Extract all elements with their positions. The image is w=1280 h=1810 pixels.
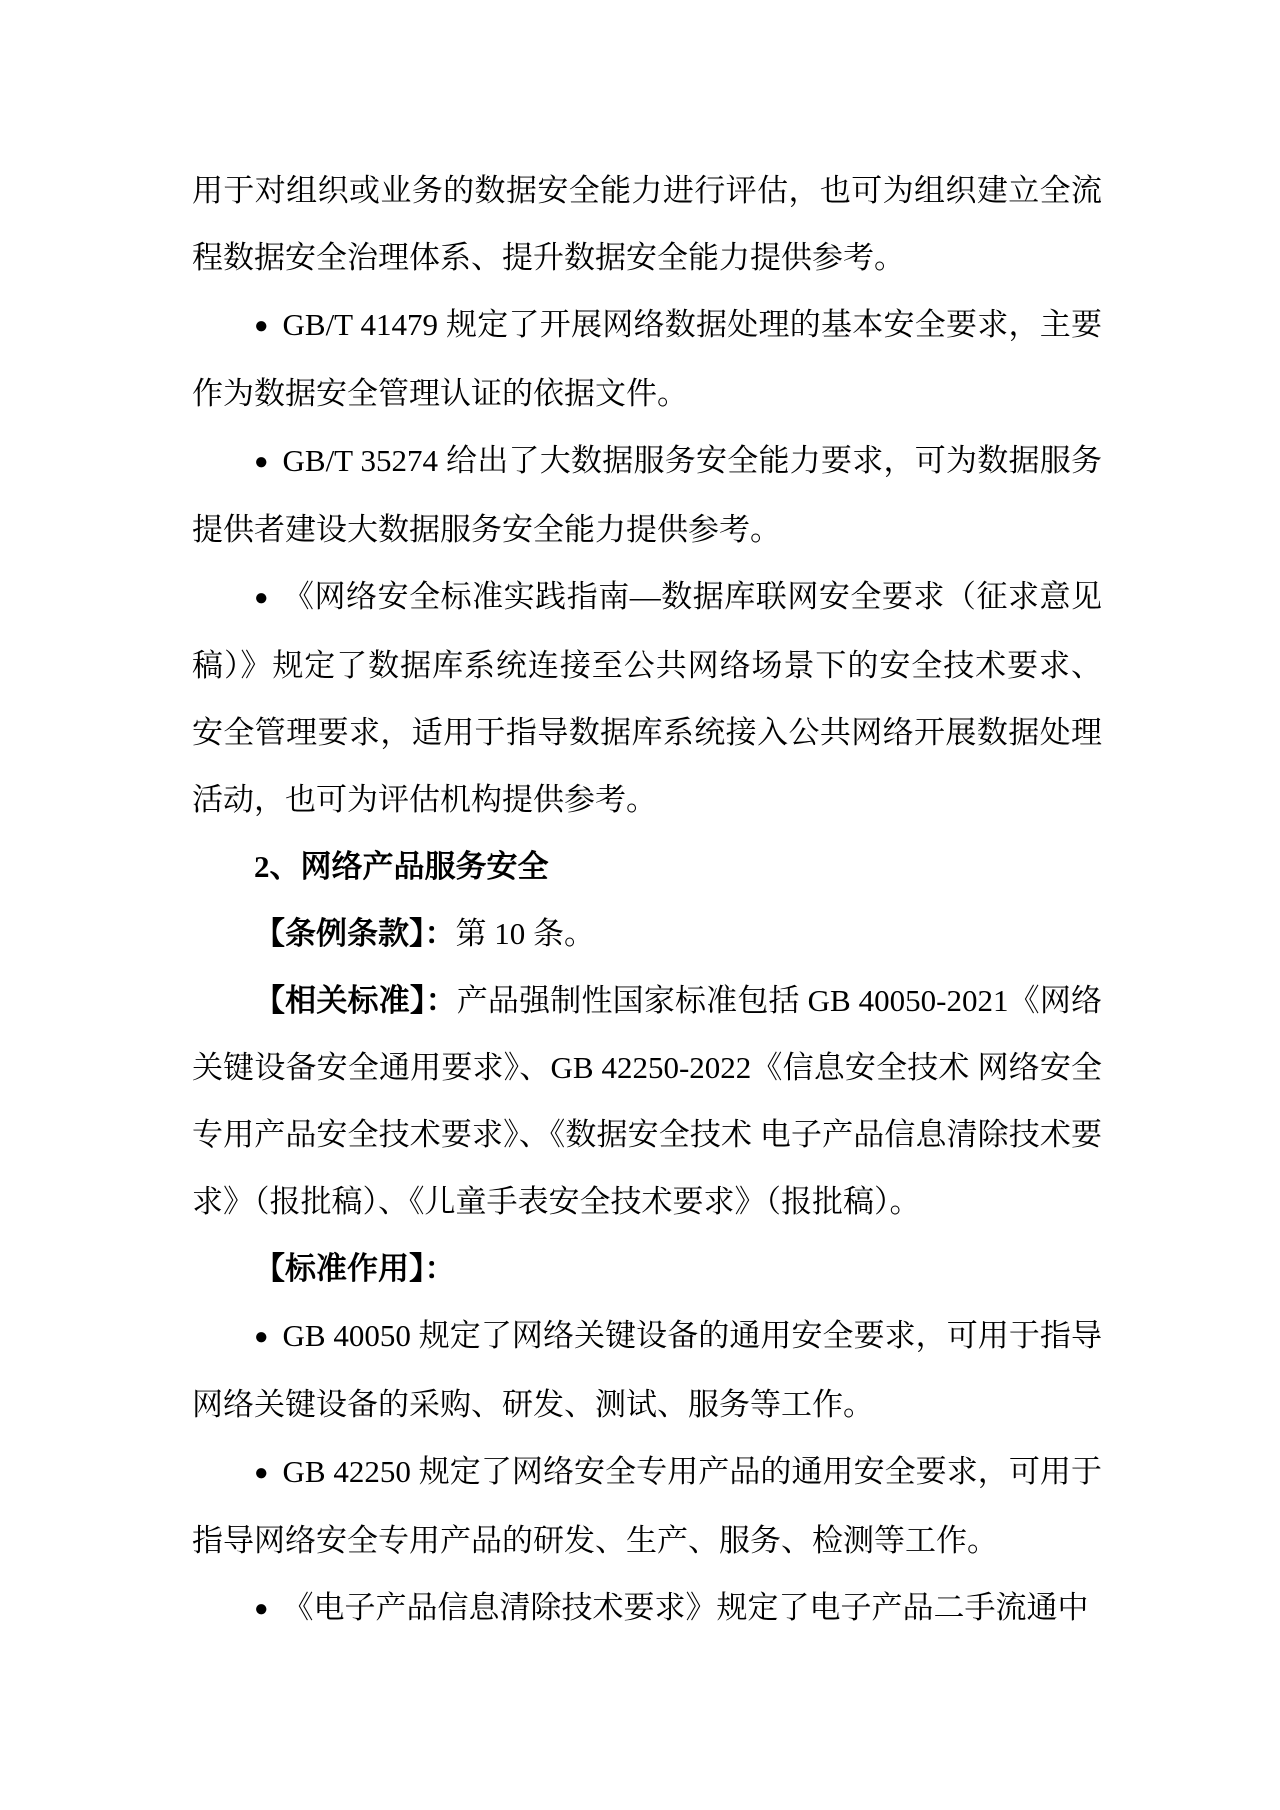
document-text-block: [192, 157, 1102, 1643]
bullet-item-gb40050: [192, 1302, 1102, 1438]
paragraph-body-continuation: [192, 157, 1102, 291]
section-heading-text: 2、网络产品服务安全: [254, 849, 549, 884]
paragraph-standard-function: [192, 1235, 1102, 1302]
bullet-item-gbt41479: [192, 291, 1102, 427]
bullet-text: 《电子产品信息清除技术要求》规定了电子产品二手流通中: [282, 1590, 1089, 1625]
bullet-item-gb42250: [192, 1438, 1102, 1574]
related-standards-text: 产品强制性国家标准包括 GB 40050-2021《网络关键设备安全通用要求》、GB 42250-2022《信息安全技术 网络安全专用产品安全技术要求》、《数据安全技术 电子产品信息清除技术要求》（报批稿）、《儿童手表安全技术要求》（报批稿）。: [192, 983, 1102, 1219]
paragraph-related-standards: [192, 967, 1102, 1235]
bullet-icon: ●: [254, 313, 269, 339]
regulation-clause-label: 【条例条款】：: [254, 916, 456, 951]
bullet-item-practice-guide: [192, 563, 1102, 833]
bullet-text: GB 40050 规定了网络关键设备的通用安全要求，可用于指导网络关键设备的采购、研发、测试、服务等工作。: [192, 1318, 1102, 1422]
paragraph-regulation-clause: [192, 900, 1102, 967]
bullet-icon: ●: [254, 1460, 269, 1486]
bullet-item-gbt35274: [192, 427, 1102, 563]
bullet-icon: ●: [254, 1324, 269, 1350]
bullet-text: GB 42250 规定了网络安全专用产品的通用安全要求，可用于指导网络安全专用产品的研发、生产、服务、检测等工作。: [192, 1454, 1102, 1558]
paragraph-text: 用于对组织或业务的数据安全能力进行评估，也可为组织建立全流程数据安全治理体系、提升数据安全能力提供参考。: [192, 173, 1102, 275]
bullet-item-info-erasure: [192, 1574, 1102, 1643]
bullet-icon: ●: [254, 449, 269, 475]
bullet-icon: ●: [254, 585, 269, 611]
bullet-icon: ●: [254, 1596, 269, 1622]
bullet-text: GB/T 41479 规定了开展网络数据处理的基本安全要求，主要作为数据安全管理认证的依据文件。: [192, 307, 1102, 411]
related-standards-label: 【相关标准】：: [254, 983, 457, 1018]
bullet-text: 《网络安全标准实践指南—数据库联网安全要求（征求意见稿）》规定了数据库系统连接至公共网络场景下的安全技术要求、安全管理要求，适用于指导数据库系统接入公共网络开展数据处理活动，也可为评估机构提供参考。: [192, 579, 1102, 817]
regulation-clause-text: 第 10 条。: [455, 916, 595, 951]
standard-function-label: 【标准作用】：: [254, 1251, 456, 1286]
section-heading-network-product-service-security: [192, 833, 1102, 900]
bullet-text: GB/T 35274 给出了大数据服务安全能力要求，可为数据服务提供者建设大数据服务安全能力提供参考。: [192, 443, 1102, 547]
